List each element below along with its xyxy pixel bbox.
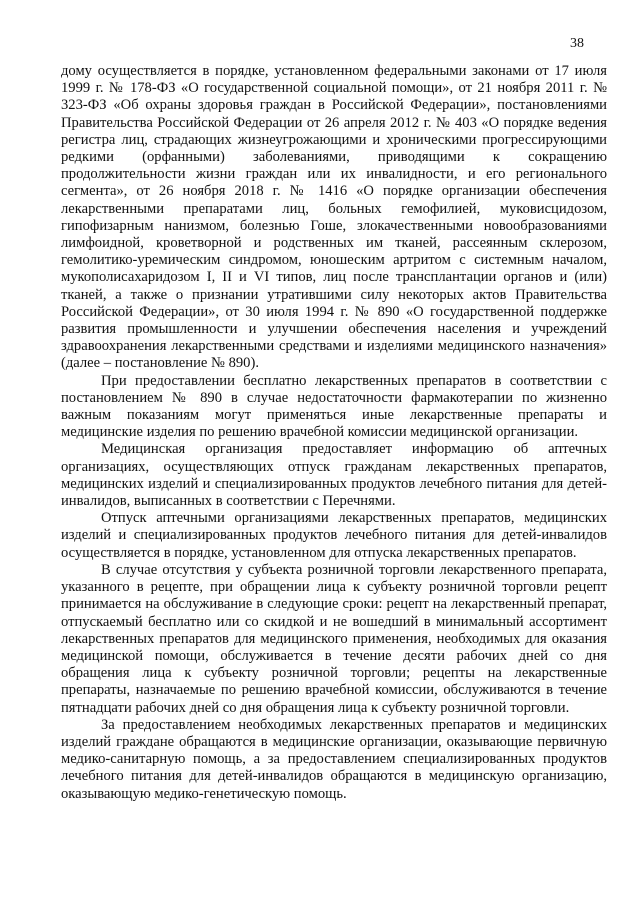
paragraph: Медицинская организация предоставляет информацию об аптечных организациях, осуществляющих отпуск гражданам лекарственных препаратов, медицинских изделий и специализированных продуктов лечебного питания для детей-инвалидов, выписанных в соответствии с Перечнями.: [61, 441, 607, 510]
paragraph: Отпуск аптечными организациями лекарственных препаратов, медицинских изделий и специализированных продуктов лечебного питания для детей-инвалидов осуществляется в порядке, установленном для отпуска лекарственных препаратов.: [61, 510, 607, 561]
paragraph: В случае отсутствия у субъекта розничной торговли лекарственного препарата, указанного в рецепте, при обращении лица к субъекту розничной торговли рецепт принимается на обслуживание в следующие сроки: рецепт на лекарственный препарат, отпускаемый бесплатно или со скидкой и не вошедший в минимальный ассортимент лекарственных препаратов для медицинского применения, необходимых для оказания медицинской помощи, обслуживается в течение десяти рабочих дней со дня обращения лица к субъекту розничной торговли; рецепты на лекарственные препараты, назначаемые по решению врачебной комиссии, обслуживаются в течение пятнадцати рабочих дней со дня обращения лица к субъекту розничной торговли.: [61, 561, 607, 716]
paragraph: За предоставлением необходимых лекарственных препаратов и медицинских изделий граждане обращаются в медицинские организации, оказывающие первичную медико-санитарную помощь, а за предоставлением специализированных продуктов лечебного питания для детей-инвалидов обращаются в медицинскую организацию, оказывающую медико-генетическую помощь.: [61, 716, 607, 802]
paragraph: При предоставлении бесплатно лекарственных препаратов в соответствии с постановлением № 890 в случае недостаточности фармакотерапии по жизненно важным показаниям могут применяться иные лекарственные препараты и медицинские изделия по решению врачебной комиссии медицинской организации.: [61, 372, 607, 441]
paragraph-continued: дому осуществляется в порядке, установленном федеральными законами от 17 июля 1999 г. № 178-ФЗ «О государственной социальной помощи», от 21 ноября 2011 г. № 323-ФЗ «Об охраны здоровья граждан в Российской Федерации», постановлениями Правительства Российской Федерации от 26 апреля 2012 г. № 403 «О порядке ведения регистра лиц, страдающих жизнеугрожающими и хроническими прогрессирующими редкими (орфанными) заболеваниями, приводящими к сокращению продолжительности жизни граждан или их инвалидности, и его регионального сегмента», от 26 ноября 2018 г. № 1416 «О порядке организации обеспечения лекарственными препаратами лиц, больных гемофилией, муковисцидозом, гипофизарным нанизмом, болезнью Гоше, злокачественными новообразованиями лимфоидной, кроветворной и родственных им тканей, рассеянным склерозом, гемолитико-уремическим синдромом, юношеским артритом с системным началом, мукополисахаридозом I, II и VI типов, лиц после трансплантации органов и (или) тканей, а также о признании утратившими силу некоторых актов Правительства Российской Федерации», от 30 июля 1994 г. № 890 «О государственной поддержке развития промышленности и улучшении обеспечения населения и учреждений здравоохранения лекарственными средствами и изделиями медицинского назначения» (далее – постановление № 890).: [61, 63, 607, 372]
page-number: 38: [570, 36, 584, 51]
body-text: [61, 63, 607, 803]
